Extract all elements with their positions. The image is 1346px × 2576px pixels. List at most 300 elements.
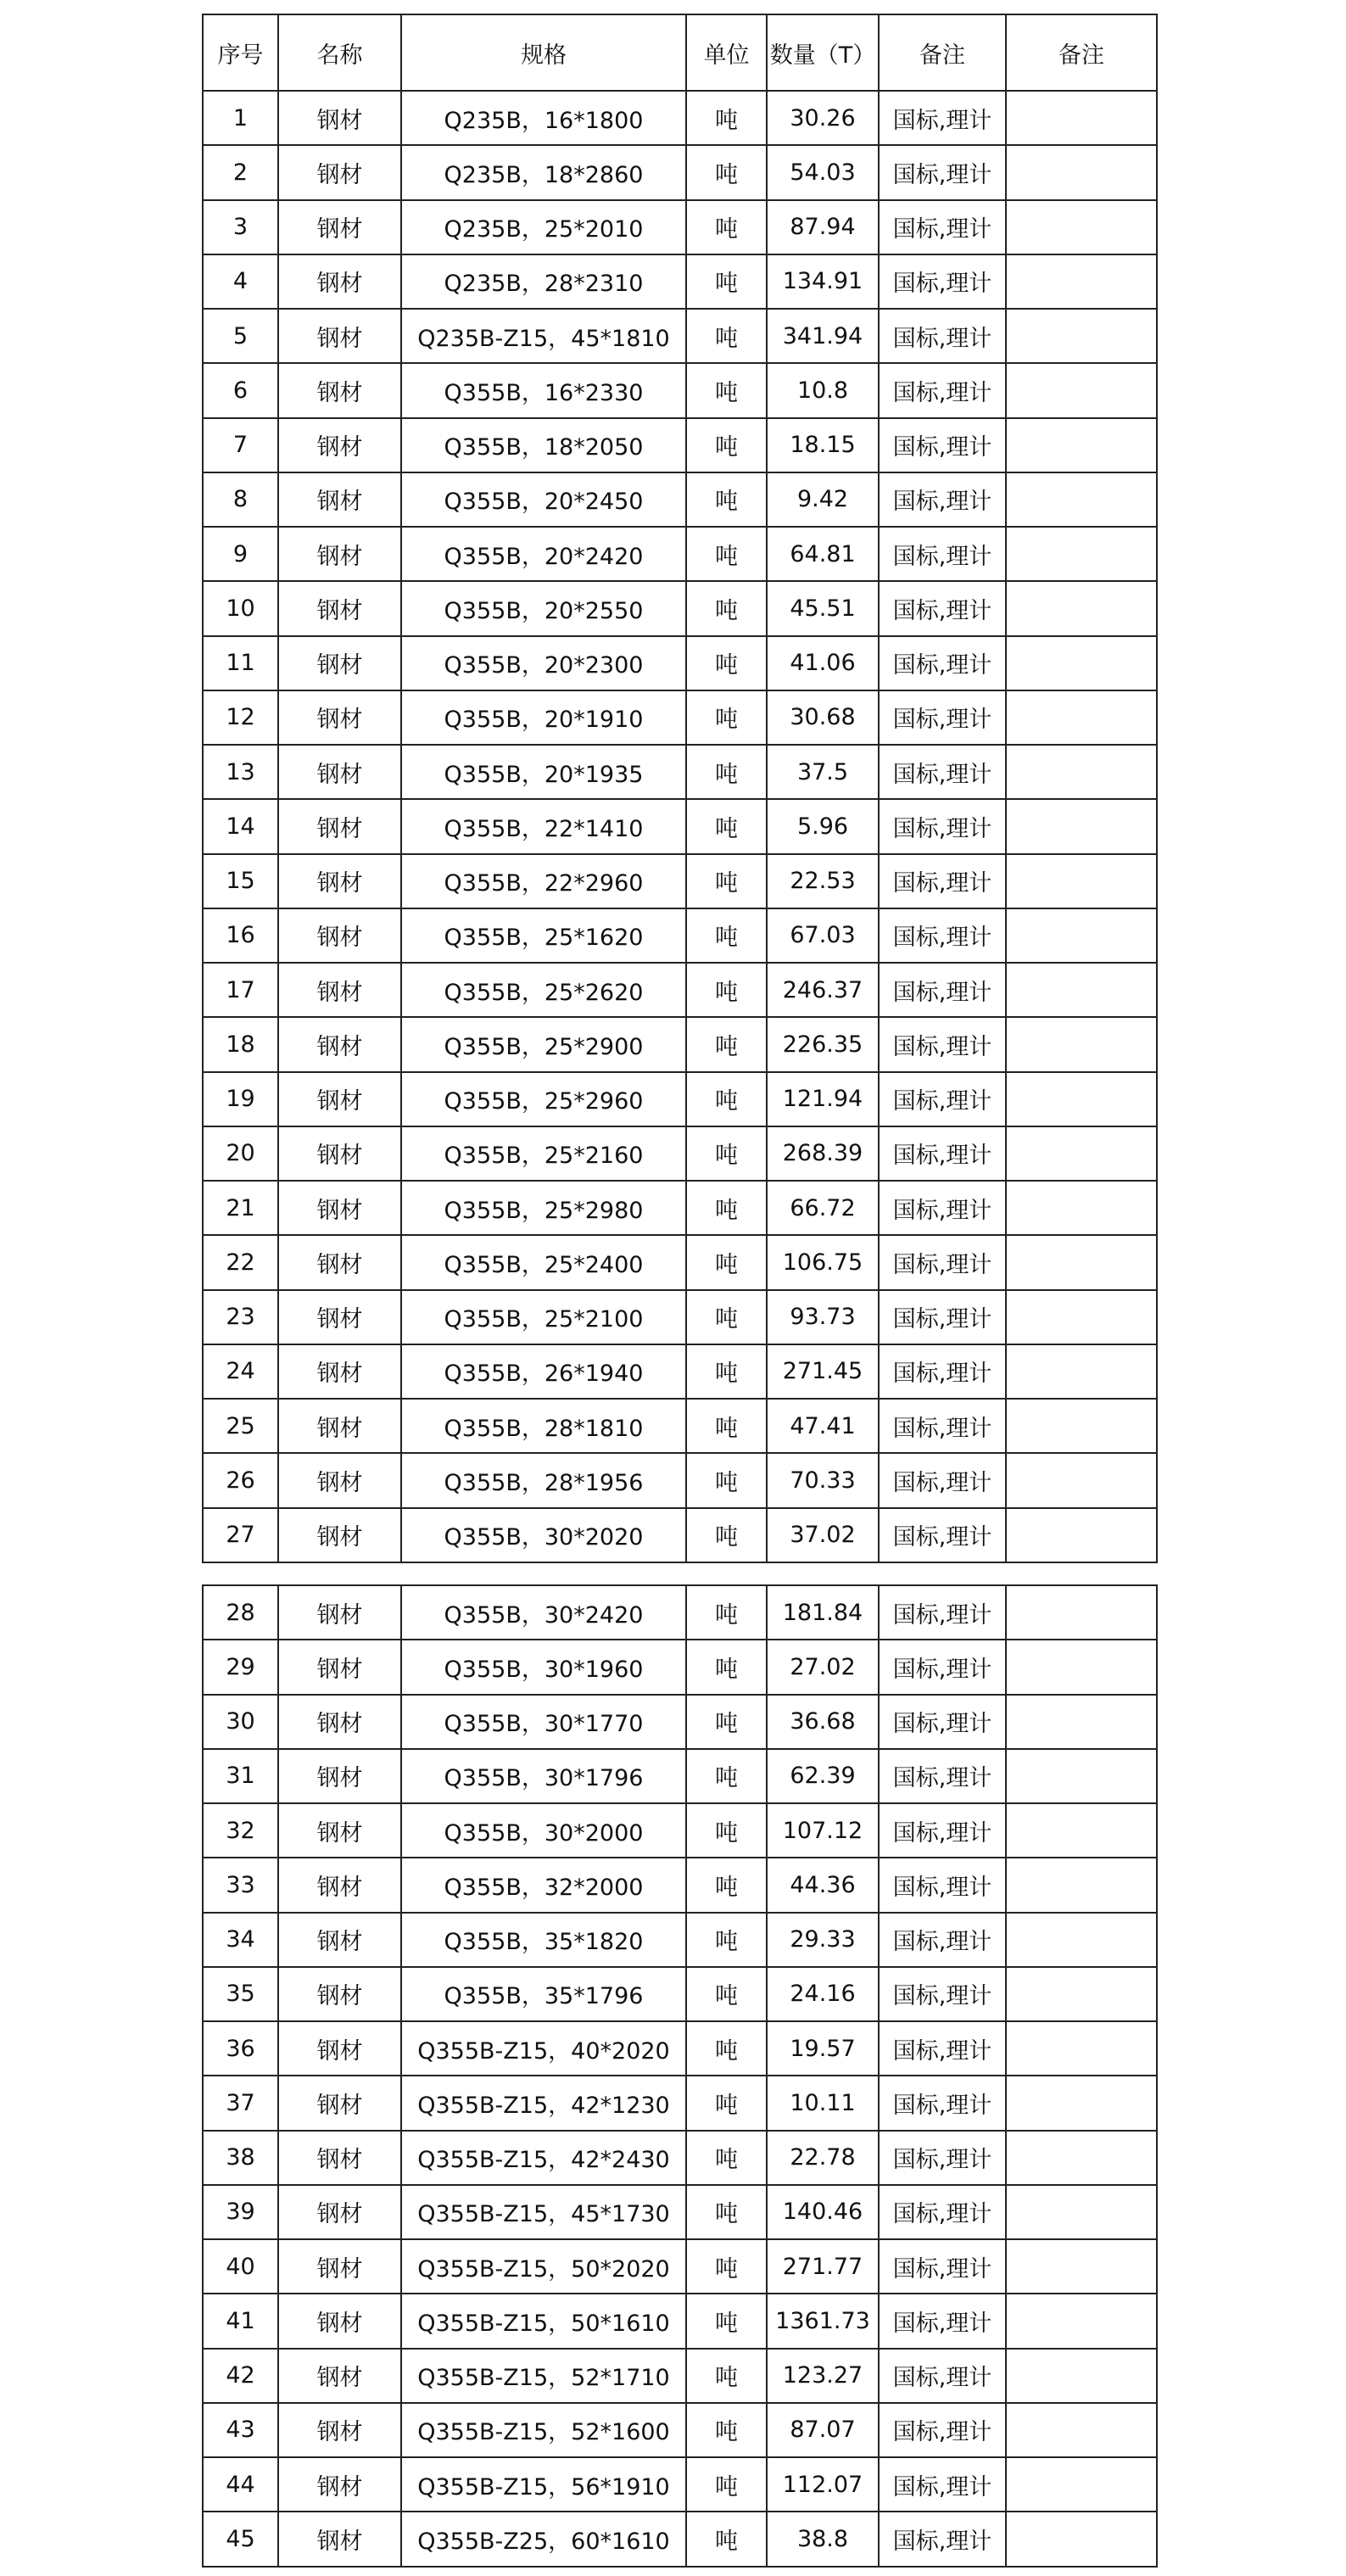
cell-serial-no: 28 xyxy=(203,1585,278,1640)
cell-spec: Q355B，35*1820 xyxy=(401,1913,686,1967)
table-row xyxy=(203,1126,1157,1181)
cell-spec: Q355B，20*2300 xyxy=(401,636,686,690)
cell-name: 钢材 xyxy=(278,91,401,145)
table-row xyxy=(203,1695,1157,1749)
cell-quantity: 123.27 xyxy=(767,2349,879,2403)
cell-spec: Q355B-Z15，42*2430 xyxy=(401,2131,686,2185)
material-table-part-1 xyxy=(202,14,1158,1563)
cell-quantity: 181.84 xyxy=(767,1585,879,1640)
cell-unit: 吨 xyxy=(686,2076,767,2130)
cell-spec: Q355B，25*2900 xyxy=(401,1017,686,1071)
cell-unit: 吨 xyxy=(686,1803,767,1858)
cell-name: 钢材 xyxy=(278,363,401,417)
table-row xyxy=(203,2349,1157,2403)
cell-serial-no: 24 xyxy=(203,1344,278,1399)
cell-spec: Q355B-Z15，50*1610 xyxy=(401,2294,686,2348)
cell-serial-no: 27 xyxy=(203,1508,278,1562)
cell-serial-no: 4 xyxy=(203,254,278,309)
cell-remark-2 xyxy=(1006,1290,1157,1344)
cell-quantity: 112.07 xyxy=(767,2457,879,2512)
cell-remark: 国标,理计 xyxy=(879,472,1006,527)
cell-serial-no: 22 xyxy=(203,1235,278,1289)
cell-spec: Q235B，16*1800 xyxy=(401,91,686,145)
cell-quantity: 67.03 xyxy=(767,908,879,963)
cell-unit: 吨 xyxy=(686,963,767,1017)
cell-serial-no: 33 xyxy=(203,1858,278,1912)
cell-name: 钢材 xyxy=(278,2076,401,2130)
cell-unit: 吨 xyxy=(686,854,767,908)
cell-spec: Q355B，20*1935 xyxy=(401,745,686,799)
header-unit: 单位 xyxy=(686,14,767,91)
table-row xyxy=(203,2457,1157,2512)
cell-serial-no: 2 xyxy=(203,145,278,199)
table-row xyxy=(203,636,1157,690)
cell-unit: 吨 xyxy=(686,363,767,417)
cell-unit: 吨 xyxy=(686,1290,767,1344)
cell-remark: 国标,理计 xyxy=(879,1453,1006,1507)
cell-unit: 吨 xyxy=(686,581,767,635)
table-row xyxy=(203,2076,1157,2130)
cell-spec: Q355B，30*2000 xyxy=(401,1803,686,1858)
cell-remark-2 xyxy=(1006,2239,1157,2294)
cell-spec: Q235B，25*2010 xyxy=(401,200,686,254)
cell-name: 钢材 xyxy=(278,1290,401,1344)
cell-unit: 吨 xyxy=(686,1017,767,1071)
header-remark: 备注 xyxy=(879,14,1006,91)
cell-name: 钢材 xyxy=(278,636,401,690)
cell-remark-2 xyxy=(1006,963,1157,1017)
cell-spec: Q355B，30*2020 xyxy=(401,1508,686,1562)
cell-serial-no: 3 xyxy=(203,200,278,254)
cell-unit: 吨 xyxy=(686,2185,767,2239)
table-row xyxy=(203,1344,1157,1399)
table-row xyxy=(203,745,1157,799)
cell-remark-2 xyxy=(1006,690,1157,745)
cell-quantity: 271.77 xyxy=(767,2239,879,2294)
header-remark-2: 备注 xyxy=(1006,14,1157,91)
cell-remark: 国标,理计 xyxy=(879,1967,1006,2021)
cell-remark-2 xyxy=(1006,145,1157,199)
table-row xyxy=(203,2185,1157,2239)
cell-serial-no: 11 xyxy=(203,636,278,690)
cell-serial-no: 44 xyxy=(203,2457,278,2512)
cell-spec: Q355B-Z15，45*1730 xyxy=(401,2185,686,2239)
header-quantity: 数量（T） xyxy=(767,14,879,91)
cell-quantity: 54.03 xyxy=(767,145,879,199)
cell-remark-2 xyxy=(1006,254,1157,309)
cell-quantity: 45.51 xyxy=(767,581,879,635)
cell-spec: Q355B，25*2620 xyxy=(401,963,686,1017)
cell-quantity: 66.72 xyxy=(767,1181,879,1235)
cell-spec: Q355B-Z15，52*1710 xyxy=(401,2349,686,2403)
cell-remark-2 xyxy=(1006,1344,1157,1399)
cell-serial-no: 30 xyxy=(203,1695,278,1749)
cell-quantity: 37.02 xyxy=(767,1508,879,1562)
cell-quantity: 30.68 xyxy=(767,690,879,745)
cell-name: 钢材 xyxy=(278,1749,401,1803)
cell-spec: Q355B，22*2960 xyxy=(401,854,686,908)
cell-remark: 国标,理计 xyxy=(879,1399,1006,1453)
cell-remark-2 xyxy=(1006,472,1157,527)
table-row xyxy=(203,963,1157,1017)
cell-unit: 吨 xyxy=(686,1072,767,1126)
cell-spec: Q355B，25*1620 xyxy=(401,908,686,963)
cell-spec: Q355B-Z15，50*2020 xyxy=(401,2239,686,2294)
cell-unit: 吨 xyxy=(686,2131,767,2185)
table-row xyxy=(203,1913,1157,1967)
cell-remark-2 xyxy=(1006,1072,1157,1126)
cell-remark: 国标,理计 xyxy=(879,2131,1006,2185)
cell-name: 钢材 xyxy=(278,1344,401,1399)
cell-remark: 国标,理计 xyxy=(879,1749,1006,1803)
cell-serial-no: 45 xyxy=(203,2512,278,2566)
cell-name: 钢材 xyxy=(278,1913,401,1967)
cell-remark: 国标,理计 xyxy=(879,1640,1006,1694)
cell-remark: 国标,理计 xyxy=(879,1508,1006,1562)
cell-quantity: 62.39 xyxy=(767,1749,879,1803)
table-row xyxy=(203,908,1157,963)
cell-unit: 吨 xyxy=(686,745,767,799)
cell-name: 钢材 xyxy=(278,254,401,309)
cell-serial-no: 18 xyxy=(203,1017,278,1071)
table-row xyxy=(203,690,1157,745)
cell-remark-2 xyxy=(1006,2294,1157,2348)
cell-serial-no: 37 xyxy=(203,2076,278,2130)
cell-name: 钢材 xyxy=(278,1508,401,1562)
cell-serial-no: 12 xyxy=(203,690,278,745)
cell-remark-2 xyxy=(1006,1967,1157,2021)
cell-remark-2 xyxy=(1006,1017,1157,1071)
cell-remark: 国标,理计 xyxy=(879,91,1006,145)
cell-quantity: 18.15 xyxy=(767,418,879,472)
cell-quantity: 226.35 xyxy=(767,1017,879,1071)
table-row xyxy=(203,527,1157,581)
header-serial-no: 序号 xyxy=(203,14,278,91)
cell-quantity: 44.36 xyxy=(767,1858,879,1912)
cell-remark: 国标,理计 xyxy=(879,2349,1006,2403)
table-row xyxy=(203,363,1157,417)
cell-remark: 国标,理计 xyxy=(879,963,1006,1017)
cell-quantity: 38.8 xyxy=(767,2512,879,2566)
cell-remark: 国标,理计 xyxy=(879,581,1006,635)
cell-serial-no: 17 xyxy=(203,963,278,1017)
cell-remark-2 xyxy=(1006,1749,1157,1803)
cell-remark: 国标,理计 xyxy=(879,2185,1006,2239)
cell-quantity: 106.75 xyxy=(767,1235,879,1289)
cell-serial-no: 10 xyxy=(203,581,278,635)
cell-spec: Q355B，32*2000 xyxy=(401,1858,686,1912)
cell-name: 钢材 xyxy=(278,2457,401,2512)
cell-name: 钢材 xyxy=(278,2239,401,2294)
cell-unit: 吨 xyxy=(686,91,767,145)
cell-remark-2 xyxy=(1006,2512,1157,2566)
cell-spec: Q355B，25*2100 xyxy=(401,1290,686,1344)
cell-unit: 吨 xyxy=(686,2403,767,2457)
cell-remark: 国标,理计 xyxy=(879,363,1006,417)
cell-serial-no: 6 xyxy=(203,363,278,417)
cell-remark-2 xyxy=(1006,2185,1157,2239)
cell-remark-2 xyxy=(1006,1181,1157,1235)
cell-name: 钢材 xyxy=(278,2021,401,2076)
cell-quantity: 24.16 xyxy=(767,1967,879,2021)
cell-name: 钢材 xyxy=(278,2403,401,2457)
cell-serial-no: 20 xyxy=(203,1126,278,1181)
cell-quantity: 140.46 xyxy=(767,2185,879,2239)
cell-remark: 国标,理计 xyxy=(879,1072,1006,1126)
cell-remark: 国标,理计 xyxy=(879,1126,1006,1181)
cell-name: 钢材 xyxy=(278,745,401,799)
cell-remark-2 xyxy=(1006,1453,1157,1507)
cell-spec: Q355B，20*2450 xyxy=(401,472,686,527)
table-row xyxy=(203,472,1157,527)
cell-spec: Q355B，16*2330 xyxy=(401,363,686,417)
cell-unit: 吨 xyxy=(686,2021,767,2076)
table-row xyxy=(203,2512,1157,2566)
cell-name: 钢材 xyxy=(278,1640,401,1694)
cell-remark-2 xyxy=(1006,2457,1157,2512)
table-row xyxy=(203,1967,1157,2021)
table-row xyxy=(203,1640,1157,1694)
cell-remark: 国标,理计 xyxy=(879,1181,1006,1235)
cell-spec: Q355B-Z15，42*1230 xyxy=(401,2076,686,2130)
cell-quantity: 87.94 xyxy=(767,200,879,254)
cell-spec: Q355B，18*2050 xyxy=(401,418,686,472)
cell-remark-2 xyxy=(1006,2021,1157,2076)
cell-spec: Q355B，35*1796 xyxy=(401,1967,686,2021)
cell-quantity: 70.33 xyxy=(767,1453,879,1507)
cell-spec: Q355B，22*1410 xyxy=(401,799,686,853)
cell-unit: 吨 xyxy=(686,2457,767,2512)
cell-remark-2 xyxy=(1006,418,1157,472)
cell-serial-no: 16 xyxy=(203,908,278,963)
cell-remark-2 xyxy=(1006,1640,1157,1694)
cell-remark-2 xyxy=(1006,854,1157,908)
cell-remark-2 xyxy=(1006,363,1157,417)
cell-unit: 吨 xyxy=(686,1858,767,1912)
material-table-part-2 xyxy=(202,1584,1158,2568)
cell-spec: Q355B，20*2420 xyxy=(401,527,686,581)
cell-remark-2 xyxy=(1006,1126,1157,1181)
cell-name: 钢材 xyxy=(278,581,401,635)
cell-spec: Q355B，30*1770 xyxy=(401,1695,686,1749)
cell-remark: 国标,理计 xyxy=(879,1344,1006,1399)
cell-name: 钢材 xyxy=(278,418,401,472)
cell-unit: 吨 xyxy=(686,1967,767,2021)
cell-unit: 吨 xyxy=(686,1640,767,1694)
cell-name: 钢材 xyxy=(278,908,401,963)
cell-unit: 吨 xyxy=(686,1585,767,1640)
cell-name: 钢材 xyxy=(278,1017,401,1071)
table-row xyxy=(203,1803,1157,1858)
cell-quantity: 10.8 xyxy=(767,363,879,417)
cell-name: 钢材 xyxy=(278,799,401,853)
cell-quantity: 341.94 xyxy=(767,309,879,363)
cell-unit: 吨 xyxy=(686,2512,767,2566)
cell-spec: Q235B，28*2310 xyxy=(401,254,686,309)
cell-name: 钢材 xyxy=(278,1072,401,1126)
cell-name: 钢材 xyxy=(278,690,401,745)
cell-remark-2 xyxy=(1006,527,1157,581)
cell-remark: 国标,理计 xyxy=(879,854,1006,908)
cell-unit: 吨 xyxy=(686,1181,767,1235)
table-row xyxy=(203,1072,1157,1126)
table-row xyxy=(203,1585,1157,1640)
cell-unit: 吨 xyxy=(686,2349,767,2403)
cell-serial-no: 7 xyxy=(203,418,278,472)
table-row xyxy=(203,1235,1157,1289)
cell-unit: 吨 xyxy=(686,690,767,745)
cell-name: 钢材 xyxy=(278,1399,401,1453)
cell-remark: 国标,理计 xyxy=(879,2512,1006,2566)
table-body xyxy=(203,91,1157,1562)
cell-remark-2 xyxy=(1006,2349,1157,2403)
cell-remark-2 xyxy=(1006,1695,1157,1749)
cell-name: 钢材 xyxy=(278,2349,401,2403)
cell-serial-no: 14 xyxy=(203,799,278,853)
cell-quantity: 93.73 xyxy=(767,1290,879,1344)
cell-remark: 国标,理计 xyxy=(879,636,1006,690)
cell-remark: 国标,理计 xyxy=(879,2403,1006,2457)
cell-remark: 国标,理计 xyxy=(879,309,1006,363)
cell-quantity: 47.41 xyxy=(767,1399,879,1453)
header-name: 名称 xyxy=(278,14,401,91)
table-row xyxy=(203,418,1157,472)
cell-serial-no: 8 xyxy=(203,472,278,527)
table-row xyxy=(203,2239,1157,2294)
cell-serial-no: 5 xyxy=(203,309,278,363)
cell-remark-2 xyxy=(1006,745,1157,799)
cell-name: 钢材 xyxy=(278,1585,401,1640)
cell-name: 钢材 xyxy=(278,200,401,254)
cell-remark-2 xyxy=(1006,581,1157,635)
cell-remark: 国标,理计 xyxy=(879,908,1006,963)
cell-serial-no: 38 xyxy=(203,2131,278,2185)
table-row xyxy=(203,145,1157,199)
cell-quantity: 87.07 xyxy=(767,2403,879,2457)
cell-remark-2 xyxy=(1006,1913,1157,1967)
cell-spec: Q355B，20*2550 xyxy=(401,581,686,635)
cell-serial-no: 1 xyxy=(203,91,278,145)
cell-spec: Q235B-Z15，45*1810 xyxy=(401,309,686,363)
cell-serial-no: 26 xyxy=(203,1453,278,1507)
table-row xyxy=(203,581,1157,635)
cell-name: 钢材 xyxy=(278,1453,401,1507)
cell-spec: Q355B，20*1910 xyxy=(401,690,686,745)
cell-remark: 国标,理计 xyxy=(879,2076,1006,2130)
cell-remark: 国标,理计 xyxy=(879,1235,1006,1289)
cell-name: 钢材 xyxy=(278,309,401,363)
cell-quantity: 1361.73 xyxy=(767,2294,879,2348)
cell-remark-2 xyxy=(1006,1585,1157,1640)
cell-name: 钢材 xyxy=(278,2512,401,2566)
cell-remark: 国标,理计 xyxy=(879,690,1006,745)
table-row xyxy=(203,309,1157,363)
cell-serial-no: 9 xyxy=(203,527,278,581)
cell-name: 钢材 xyxy=(278,2185,401,2239)
cell-name: 钢材 xyxy=(278,1235,401,1289)
cell-unit: 吨 xyxy=(686,1235,767,1289)
table-row xyxy=(203,854,1157,908)
cell-spec: Q355B-Z15，52*1600 xyxy=(401,2403,686,2457)
cell-spec: Q355B-Z15，40*2020 xyxy=(401,2021,686,2076)
cell-remark-2 xyxy=(1006,2403,1157,2457)
cell-unit: 吨 xyxy=(686,1749,767,1803)
cell-quantity: 30.26 xyxy=(767,91,879,145)
table-header-row xyxy=(203,14,1157,91)
cell-serial-no: 42 xyxy=(203,2349,278,2403)
cell-remark: 国标,理计 xyxy=(879,1290,1006,1344)
cell-serial-no: 25 xyxy=(203,1399,278,1453)
cell-remark: 国标,理计 xyxy=(879,2239,1006,2294)
cell-serial-no: 36 xyxy=(203,2021,278,2076)
cell-remark-2 xyxy=(1006,91,1157,145)
cell-remark-2 xyxy=(1006,2076,1157,2130)
cell-remark: 国标,理计 xyxy=(879,1913,1006,1967)
table-row xyxy=(203,2021,1157,2076)
cell-serial-no: 43 xyxy=(203,2403,278,2457)
cell-quantity: 107.12 xyxy=(767,1803,879,1858)
table-row xyxy=(203,1181,1157,1235)
cell-spec: Q355B，25*2980 xyxy=(401,1181,686,1235)
cell-quantity: 10.11 xyxy=(767,2076,879,2130)
cell-remark: 国标,理计 xyxy=(879,200,1006,254)
cell-remark: 国标,理计 xyxy=(879,2294,1006,2348)
cell-unit: 吨 xyxy=(686,1508,767,1562)
cell-unit: 吨 xyxy=(686,254,767,309)
cell-remark-2 xyxy=(1006,2131,1157,2185)
cell-spec: Q355B，28*1956 xyxy=(401,1453,686,1507)
cell-unit: 吨 xyxy=(686,472,767,527)
cell-serial-no: 21 xyxy=(203,1181,278,1235)
cell-quantity: 246.37 xyxy=(767,963,879,1017)
cell-remark: 国标,理计 xyxy=(879,1695,1006,1749)
cell-remark-2 xyxy=(1006,1803,1157,1858)
cell-name: 钢材 xyxy=(278,1803,401,1858)
cell-serial-no: 15 xyxy=(203,854,278,908)
cell-quantity: 27.02 xyxy=(767,1640,879,1694)
table-row xyxy=(203,1290,1157,1344)
cell-unit: 吨 xyxy=(686,200,767,254)
cell-remark-2 xyxy=(1006,1858,1157,1912)
cell-unit: 吨 xyxy=(686,2294,767,2348)
cell-spec: Q355B，26*1940 xyxy=(401,1344,686,1399)
cell-unit: 吨 xyxy=(686,1453,767,1507)
cell-spec: Q235B，18*2860 xyxy=(401,145,686,199)
cell-unit: 吨 xyxy=(686,1913,767,1967)
cell-remark-2 xyxy=(1006,1235,1157,1289)
table-row xyxy=(203,1508,1157,1562)
cell-remark: 国标,理计 xyxy=(879,799,1006,853)
cell-spec: Q355B，25*2400 xyxy=(401,1235,686,1289)
cell-remark-2 xyxy=(1006,799,1157,853)
cell-remark-2 xyxy=(1006,1508,1157,1562)
cell-quantity: 37.5 xyxy=(767,745,879,799)
table-row xyxy=(203,1858,1157,1912)
cell-spec: Q355B，25*2960 xyxy=(401,1072,686,1126)
cell-remark-2 xyxy=(1006,309,1157,363)
cell-name: 钢材 xyxy=(278,1181,401,1235)
cell-name: 钢材 xyxy=(278,527,401,581)
table-row xyxy=(203,2403,1157,2457)
table-row xyxy=(203,91,1157,145)
cell-remark: 国标,理计 xyxy=(879,1585,1006,1640)
cell-remark: 国标,理计 xyxy=(879,1803,1006,1858)
cell-remark-2 xyxy=(1006,1399,1157,1453)
cell-quantity: 29.33 xyxy=(767,1913,879,1967)
cell-serial-no: 40 xyxy=(203,2239,278,2294)
cell-spec: Q355B，25*2160 xyxy=(401,1126,686,1181)
cell-name: 钢材 xyxy=(278,1695,401,1749)
